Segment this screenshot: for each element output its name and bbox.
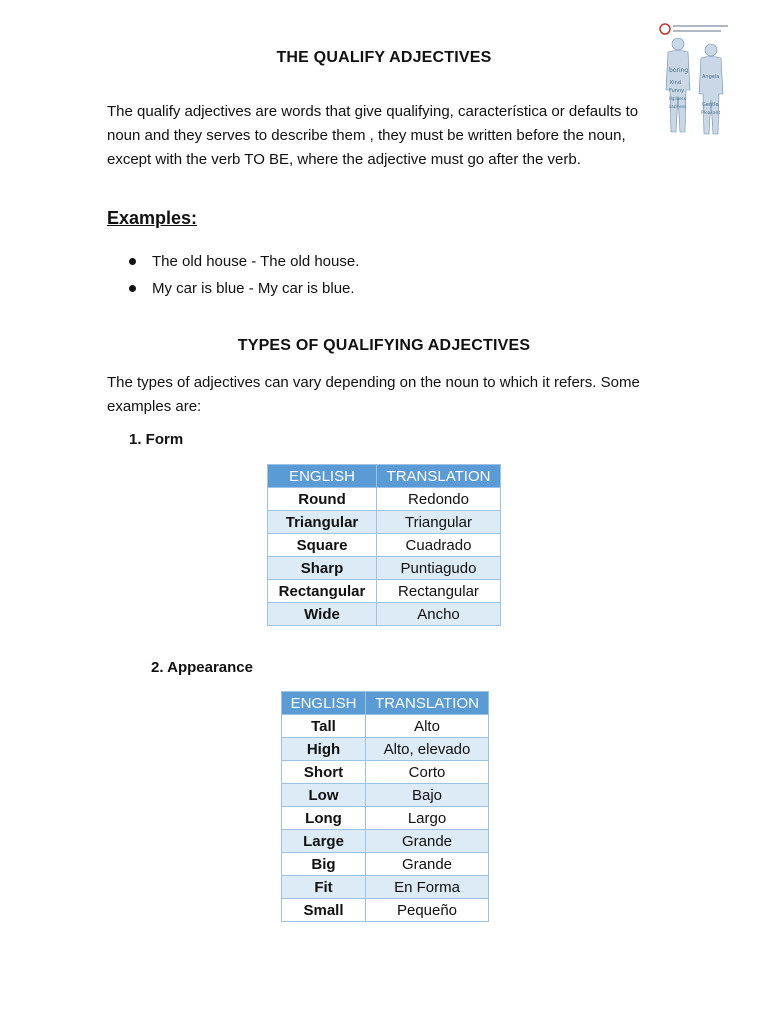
table-row [268, 488, 501, 511]
translation-cell: Grande [366, 830, 489, 853]
logo-word: Funny [669, 88, 685, 94]
translation-cell: Alto [366, 715, 489, 738]
list-item [129, 248, 359, 275]
english-cell: Square [268, 534, 377, 557]
english-cell: Fit [282, 876, 366, 899]
table-row [282, 853, 489, 876]
logo-word: Ugliness [669, 96, 686, 101]
column-header-translation: TRANSLATION [377, 465, 501, 488]
page-title: THE QUALIFY ADJECTIVES [276, 49, 492, 66]
logo-word: Kind [670, 80, 682, 86]
translation-cell: Alto, elevado [366, 738, 489, 761]
english-cell: Triangular [268, 511, 377, 534]
english-cell: Short [282, 761, 366, 784]
english-cell: Sharp [268, 557, 377, 580]
english-cell: Tall [282, 715, 366, 738]
translation-cell: Rectangular [377, 580, 501, 603]
types-paragraph: The types of adjectives can vary depending on the noun to which it refers. Some examples are: [107, 374, 640, 415]
translation-cell: Pequeño [366, 899, 489, 922]
table-header-row [282, 692, 489, 715]
table-row [282, 807, 489, 830]
table-row [282, 899, 489, 922]
table-row [268, 534, 501, 557]
list-item [129, 275, 359, 302]
logo-word: Pleasant [701, 111, 721, 116]
types-heading: TYPES OF QUALIFYING ADJECTIVES [237, 337, 531, 354]
section-label-form: 1. Form [129, 431, 184, 448]
translation-cell: Puntiagudo [377, 557, 501, 580]
translation-cell: Cuadrado [377, 534, 501, 557]
word-cloud-people-logo [656, 20, 732, 144]
english-cell: Round [268, 488, 377, 511]
english-cell: Large [282, 830, 366, 853]
logo-word: Laziness [669, 104, 687, 109]
english-cell: Low [282, 784, 366, 807]
translation-cell: Corto [366, 761, 489, 784]
table-row [282, 738, 489, 761]
translation-cell: Bajo [366, 784, 489, 807]
translation-cell: Largo [366, 807, 489, 830]
section-label-appearance: 2. Appearance [151, 659, 253, 676]
table-header-row [268, 465, 501, 488]
table-row [268, 603, 501, 626]
table-row [282, 784, 489, 807]
table-row [268, 511, 501, 534]
english-cell: Wide [268, 603, 377, 626]
examples-list [129, 248, 359, 302]
column-header-english: ENGLISH [268, 465, 377, 488]
translation-cell: Redondo [377, 488, 501, 511]
translation-cell: En Forma [366, 876, 489, 899]
example-text: The old house - The old house. [152, 253, 360, 270]
logo-word: boring [669, 67, 689, 74]
table-row [268, 557, 501, 580]
table-row [268, 580, 501, 603]
english-cell: Small [282, 899, 366, 922]
column-header-english: ENGLISH [282, 692, 366, 715]
table-row [282, 830, 489, 853]
person-figure-right [699, 44, 723, 134]
example-text: My car is blue - My car is blue. [152, 280, 355, 297]
table-row [282, 715, 489, 738]
form-table [267, 464, 501, 626]
logo-word: Gentle [702, 102, 719, 108]
intro-paragraph: The qualify adjectives are words that give qualifying, característica or defaults to noun and they serves to describe them , they must be written before the noun, except with the verb TO BE, where the adjective must go after the verb. [107, 103, 639, 168]
english-cell: High [282, 738, 366, 761]
english-cell: Big [282, 853, 366, 876]
english-cell: Long [282, 807, 366, 830]
translation-cell: Ancho [377, 603, 501, 626]
bullet-icon [129, 258, 136, 265]
table-row [282, 876, 489, 899]
logo-word: Angela [702, 74, 720, 80]
appearance-table [281, 691, 489, 922]
logo-emblem-icon [660, 24, 670, 34]
translation-cell: Grande [366, 853, 489, 876]
column-header-translation: TRANSLATION [366, 692, 489, 715]
english-cell: Rectangular [268, 580, 377, 603]
bullet-icon [129, 285, 136, 292]
translation-cell: Triangular [377, 511, 501, 534]
table-row [282, 761, 489, 784]
examples-heading: Examples: [107, 208, 198, 228]
